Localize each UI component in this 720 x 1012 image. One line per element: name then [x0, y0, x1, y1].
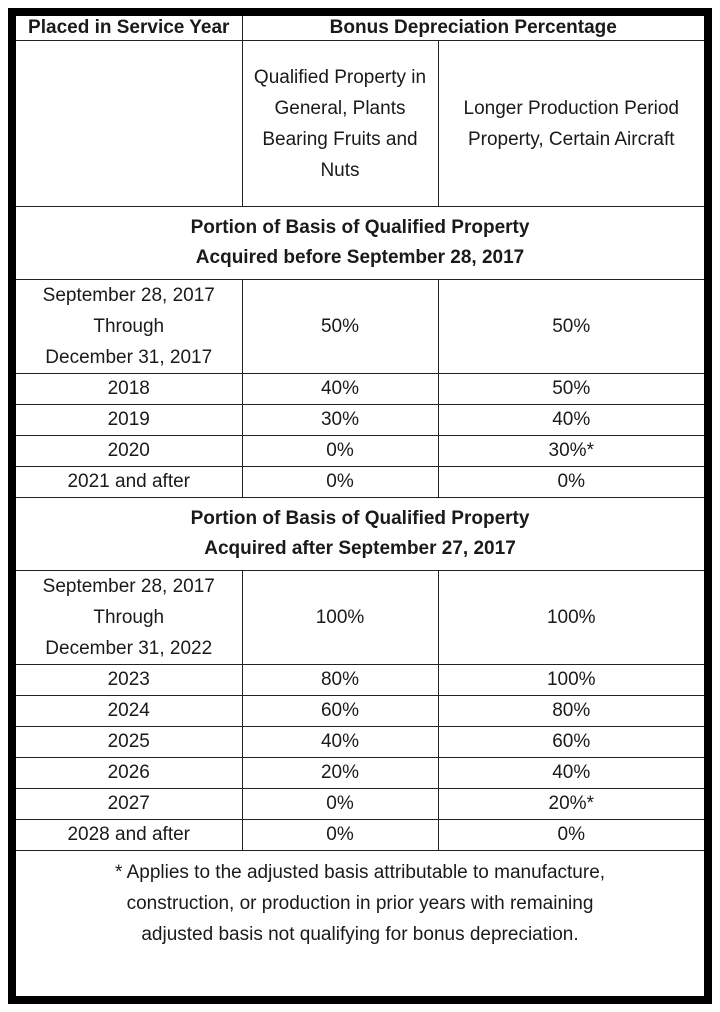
- longer-percentage-cell: 60%: [438, 727, 704, 758]
- header-row: [16, 16, 704, 41]
- general-percentage-cell: 0%: [242, 436, 438, 467]
- subheader-row: [16, 41, 704, 207]
- subheader-empty-cell: [16, 41, 242, 207]
- footnote: [16, 851, 704, 956]
- footnote-line: * Applies to the adjusted basis attributable to manufacture,: [114, 861, 606, 883]
- table-row: [16, 467, 704, 498]
- longer-percentage-cell: 20%*: [438, 789, 704, 820]
- year-cell: 2019: [16, 405, 242, 436]
- section-title-line: Portion of Basis of Qualified Property: [190, 508, 530, 529]
- longer-percentage-cell: 40%: [438, 758, 704, 789]
- table-row: [16, 696, 704, 727]
- general-percentage-cell: 60%: [242, 696, 438, 727]
- year-line: September 28, 2017: [42, 285, 215, 306]
- table-row: [16, 405, 704, 436]
- subheader-longer-production: Longer Production Period Property, Certain Aircraft: [438, 41, 704, 207]
- year-cell: [16, 280, 242, 374]
- year-cell: 2021 and after: [16, 467, 242, 498]
- longer-percentage-cell: 0%: [438, 467, 704, 498]
- section-title: [16, 498, 704, 571]
- year-cell: 2026: [16, 758, 242, 789]
- section-title-row: [16, 207, 704, 280]
- table-frame: [8, 8, 712, 1004]
- table-row: [16, 280, 704, 374]
- general-percentage-cell: 0%: [242, 789, 438, 820]
- longer-percentage-cell: 0%: [438, 820, 704, 851]
- table-row: [16, 758, 704, 789]
- header-placed-in-service-year: Placed in Service Year: [16, 16, 242, 41]
- general-percentage-cell: 0%: [242, 820, 438, 851]
- section-title-line: Portion of Basis of Qualified Property: [190, 217, 530, 238]
- year-cell: 2020: [16, 436, 242, 467]
- longer-percentage-cell: 40%: [438, 405, 704, 436]
- longer-percentage-cell: 100%: [438, 571, 704, 665]
- general-percentage-cell: 30%: [242, 405, 438, 436]
- table-row: [16, 665, 704, 696]
- year-cell: 2025: [16, 727, 242, 758]
- table-row: [16, 727, 704, 758]
- general-percentage-cell: 100%: [242, 571, 438, 665]
- section-title-line: Acquired after September 27, 2017: [204, 538, 516, 559]
- general-percentage-cell: 80%: [242, 665, 438, 696]
- longer-percentage-cell: 80%: [438, 696, 704, 727]
- longer-percentage-cell: 50%: [438, 280, 704, 374]
- general-percentage-cell: 40%: [242, 727, 438, 758]
- longer-percentage-cell: 30%*: [438, 436, 704, 467]
- section-title: [16, 207, 704, 280]
- year-line: December 31, 2022: [45, 638, 213, 659]
- table-row: [16, 789, 704, 820]
- year-line: Through: [93, 607, 165, 628]
- bonus-depreciation-table: [16, 16, 704, 955]
- table-row: [16, 374, 704, 405]
- table-row: [16, 820, 704, 851]
- general-percentage-cell: 40%: [242, 374, 438, 405]
- year-line: September 28, 2017: [42, 576, 215, 597]
- year-line: December 31, 2017: [45, 347, 213, 368]
- year-cell: 2018: [16, 374, 242, 405]
- table-row: [16, 571, 704, 665]
- longer-percentage-cell: 50%: [438, 374, 704, 405]
- header-bonus-depreciation-percentage: Bonus Depreciation Percentage: [242, 16, 704, 41]
- general-percentage-cell: 50%: [242, 280, 438, 374]
- footnote-row: [16, 851, 704, 956]
- longer-percentage-cell: 100%: [438, 665, 704, 696]
- general-percentage-cell: 20%: [242, 758, 438, 789]
- section-title-row: [16, 498, 704, 571]
- year-cell: 2027: [16, 789, 242, 820]
- section-title-line: Acquired before September 28, 2017: [195, 247, 525, 268]
- footnote-line: construction, or production in prior years with remaining: [126, 892, 594, 914]
- year-line: Through: [93, 316, 165, 337]
- year-cell: 2023: [16, 665, 242, 696]
- table-row: [16, 436, 704, 467]
- subheader-general-property: Qualified Property in General, Plants Bearing Fruits and Nuts: [242, 41, 438, 207]
- year-cell: 2024: [16, 696, 242, 727]
- year-cell: 2028 and after: [16, 820, 242, 851]
- general-percentage-cell: 0%: [242, 467, 438, 498]
- footnote-line: adjusted basis not qualifying for bonus depreciation.: [141, 923, 579, 945]
- year-cell: [16, 571, 242, 665]
